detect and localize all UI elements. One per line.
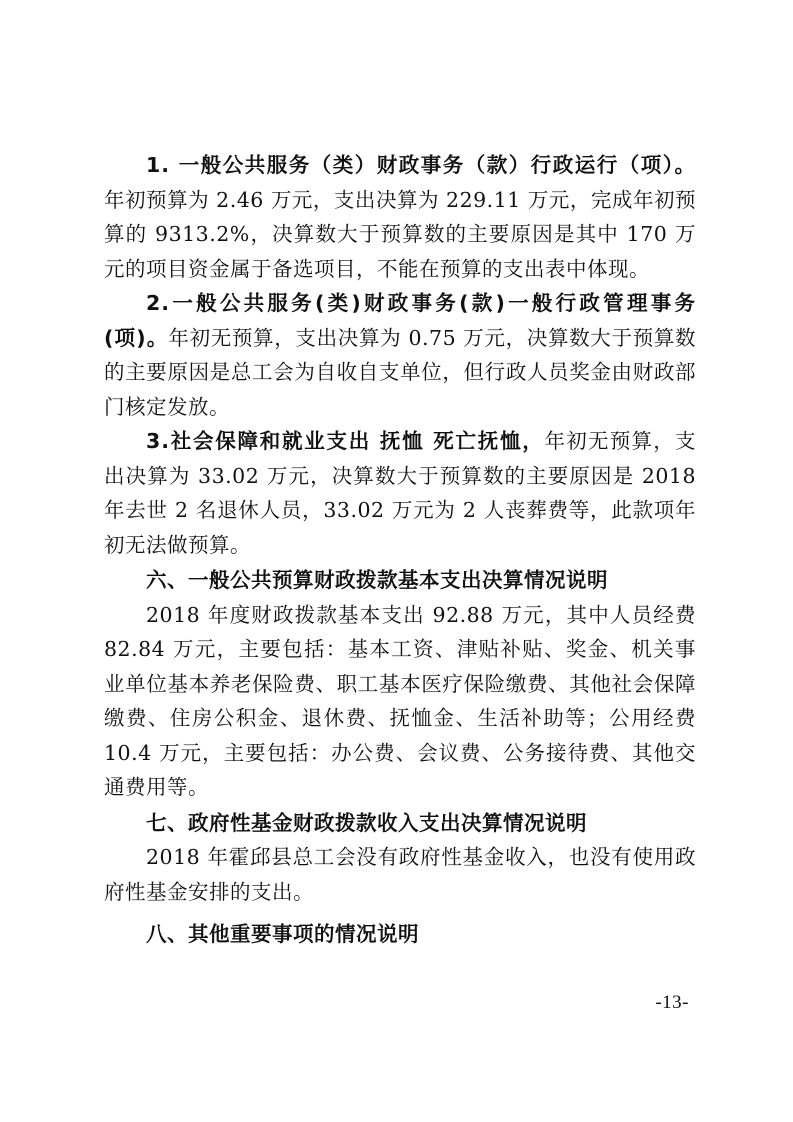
section-7-heading: 七、政府性基金财政拨款收入支出决算情况说明 [146, 810, 587, 835]
section-6-heading: 六、一般公共预算财政拨款基本支出决算情况说明 [146, 568, 608, 592]
item-3-body: 年初无预算，支出决算为 33.02 万元，决算数大于预算数的主要原因是 2018 年去世 2 名退休人员，33.02 万元为 2 人丧葬费等，此款项年初无法做预算。 [104, 429, 696, 557]
item-1-paragraph [104, 148, 696, 286]
item-3-paragraph [104, 424, 696, 562]
item-2-paragraph [104, 286, 696, 424]
item-2-title: 2.一般公共服务(类)财政事务(款)一般行政管理事务(项)。 [104, 291, 696, 350]
document-content [104, 148, 696, 952]
section-8-heading: 八、其他重要事项的情况说明 [146, 922, 419, 946]
page-number: -13- [655, 992, 689, 1013]
section-7-body: 2018 年霍邱县总工会没有政府性基金收入，也没有使用政府性基金安排的支出。 [104, 845, 696, 904]
section-6-body: 2018 年度财政拨款基本支出 92.88 万元，其中人员经费 82.84 万元，主要包括：基本工资、津贴补贴、奖金、机关事业单位基本养老保险费、职工基本医疗保险缴费、其他社会保障缴费、住房公积金、退休费、抚恤金、生活补助等；公用经费 10.4 万元，主要包括：办公费、会议费、公务接待费、其他交通费用等。 [104, 602, 696, 799]
item-3-title: 3.社会保障和就业支出 抚恤 死亡抚恤， [146, 429, 545, 453]
item-1-title: 1. 一般公共服务（类）财政事务（款）行政运行（项）。 [146, 153, 696, 177]
item-2-body: 年初无预算，支出决算为 0.75 万元，决算数大于预算数的主要原因是总工会为自收自支单位，但行政人员奖金由财政部门核定发放。 [104, 325, 696, 419]
item-1-body: 年初预算为 2.46 万元，支出决算为 229.11 万元，完成年初预算的 9313.2%，决算数大于预算数的主要原因是其中 170 万元的项目资金属于备选项目，不能在预算的支出表中体现。 [104, 187, 696, 281]
